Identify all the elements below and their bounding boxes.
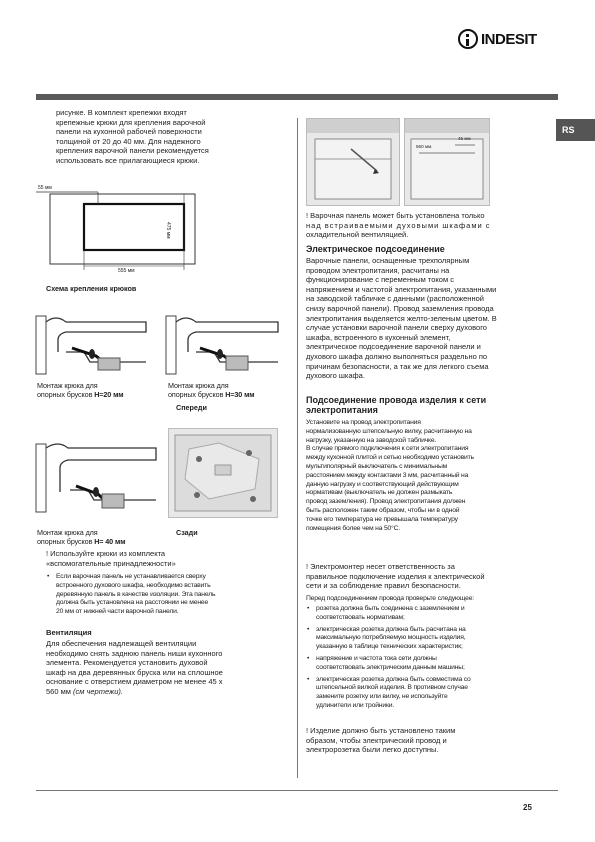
text-line: встроенного духового шкафа, необходимо вставить (56, 581, 211, 589)
list-item (306, 676, 542, 711)
built-in-oven-warning (306, 211, 542, 240)
hook-mount-h20-drawing (36, 312, 158, 374)
text-line: духового шкафа. (306, 371, 365, 381)
diagram-caption: Схема крепления крюков (46, 284, 137, 293)
brand-name: INDESIT (481, 30, 537, 48)
text-line: сети и за соблюдение правил безопасности. (306, 581, 461, 591)
text-line: ! Используйте крюки из комплекта (46, 549, 166, 558)
text-line: крепежные крюки для крепления варочной (56, 117, 206, 127)
text-line: провод заземления). Провод электропитания должен (306, 498, 466, 506)
text-line: соответствовать нормативам; (316, 613, 405, 621)
text-line: крепления варочной панели рекомендуется (56, 146, 209, 156)
niche-width-label: 560 мм. (416, 144, 433, 149)
text-line: деревянную панель в качестве изоляции. Эта панель (56, 590, 216, 598)
column-divider (297, 118, 298, 778)
text-line: точке его температура не превышала температуру (306, 515, 458, 523)
header-rule (36, 94, 558, 100)
text-line: проводом электропитания, расчитаны на (306, 265, 450, 275)
text-line: мультиполярный выключатель с минимальным (306, 462, 448, 470)
text-line: функционирование с переменным током с (306, 275, 454, 285)
text-line: удлинители или тройники. (316, 701, 395, 709)
footer-rule (36, 790, 558, 791)
text-line: нормативам (выключатель не должен размыкать (306, 489, 453, 497)
text-line: • Если варочная панель не устанавливается сверху (56, 573, 206, 580)
text-line: напряжением и частотой электропитания, указанными (306, 284, 497, 294)
text-line: духового шкафа должно выполняться раздельно по (306, 351, 488, 361)
oven-niche-illustration-1 (307, 119, 399, 205)
text-line: данную нагрузку и соответствующий действующим (306, 480, 459, 488)
text-line: основание с отверстием диаметром не менее 45 х (46, 677, 223, 687)
text-line: указанную в таблице технических характеристик; (316, 643, 463, 651)
text-line: соответствовать электрическим данным машины; (316, 663, 465, 671)
checklist (306, 605, 542, 711)
text-line: над встраиваемыми духовыми шкафами с (306, 220, 491, 230)
ventilation-heading: Вентиляция (46, 628, 92, 637)
text-line: помещения более чем на 50°С. (306, 524, 401, 532)
text-line: охладительной вентиляцией. (306, 230, 409, 240)
indesit-logo-icon (458, 29, 478, 49)
caption-line: Монтаж крюка для (37, 528, 98, 537)
hook3-caption (37, 528, 167, 546)
dim-top-label: 55 мм (38, 185, 52, 191)
text-line: быть расположен таким образом, чтобы ни в одной (306, 506, 460, 514)
caption-line: опорных брусков (37, 390, 95, 399)
check-intro: Перед подсоединением провода проверьте следующее: (306, 595, 474, 602)
dim-side-label: 475 мм (165, 222, 171, 239)
text-line: Для обеспечения надлежащей вентиляции (46, 639, 197, 648)
text-line: снизу варочной панели). Провод заземления провода (306, 303, 494, 313)
list-item (306, 655, 542, 673)
text-line: между кухонной плитой и сетью необходимо установить (306, 454, 474, 462)
page-number: 25 (523, 803, 532, 812)
text-line: должна быть установлена на расстоянии не менее (56, 599, 209, 607)
electrician-warning (306, 562, 546, 591)
text-line: случае установки варочной панели сверху духового (306, 323, 487, 333)
oven-niche-photo-1 (306, 118, 400, 206)
cable-connection-heading (306, 395, 546, 415)
niche-gap-label: 45 мм (458, 136, 471, 141)
indesit-logo (458, 28, 558, 50)
text-line: 560 мм (46, 686, 73, 696)
section-tab[interactable]: RS (556, 119, 595, 141)
text-line: • розетка должна быть соединена с заземлением и (316, 605, 465, 612)
text-line: 20 мм от нижней части варочной панели. (56, 608, 179, 616)
drawing-reference: (см чертежи). (73, 686, 123, 696)
text-line: В случае прямого подключения к сети электропитания (306, 445, 469, 453)
text-line: максимальную потребляемую мощность изделия, (316, 634, 466, 642)
accessibility-warning (306, 726, 546, 755)
intro-paragraph (56, 108, 292, 166)
hook2-caption (168, 381, 298, 399)
text-line: панели на кухонной рабочей поверхности (56, 127, 202, 137)
caption-line: опорных брусков (37, 537, 95, 546)
text-line: замените розетку или вилку, не используйте (316, 693, 448, 701)
text-line: Варочные панели, оснащенные трехполярным (306, 256, 470, 265)
caption-line: опорных брусков (168, 390, 226, 399)
text-line: ! Варочная панель может быть установлена только (306, 211, 485, 220)
text-line: нормализованную штепсельную вилку, расчитанную на (306, 427, 472, 435)
list-item (306, 626, 542, 652)
front-label: Спереди (176, 403, 207, 412)
caption-line: Монтаж крюка для (37, 381, 98, 390)
text-line: штепсельной вилкой изделия. В противном случае (316, 684, 468, 692)
text-line: образом, чтобы электрический провод и (306, 735, 447, 745)
hob-underside-photo (168, 428, 278, 518)
list-item (306, 605, 542, 623)
hook-layout-diagram (36, 180, 196, 280)
text-line: • электрическая розетка должна быть совместима со (316, 675, 471, 683)
text-line: на заводской табличке с данными (расположенной (306, 294, 484, 304)
text-line: • электрическая розетка должна быть расчитана на (316, 625, 466, 633)
text-line: правильное подключение изделия к электрической (306, 571, 485, 581)
text-line: «вспомогательные принадлежности» (46, 558, 176, 568)
hook1-value: H=20 мм (94, 390, 124, 399)
text-line: использовать все прилагающиеся крюки. (56, 155, 200, 165)
hook1-caption (37, 381, 162, 399)
text-line: • напряжение и частота тока сети должны (316, 654, 437, 662)
ventilation-paragraph (46, 639, 296, 697)
text-line: электророзетка были легко доступны. (306, 745, 439, 755)
hook-mount-h30-drawing (166, 312, 291, 374)
text-line: элемента. Рекомендуется установить духовой (46, 658, 208, 668)
insulation-bullet-list (46, 573, 296, 617)
hob-underside-illustration (169, 429, 277, 517)
text-line: рисунке. В комплект крепежки входят (56, 108, 187, 117)
text-line: толщиной от 20 до 40 мм. Для надежного (56, 136, 201, 146)
heading-line: электропитания (306, 405, 378, 415)
list-item (46, 573, 296, 617)
text-line: Установите на провод электропитания (306, 419, 421, 426)
oven-niche-photo-2 (404, 118, 490, 206)
electrical-connection-heading: Электрическое подсоединение (306, 244, 445, 254)
text-line: электропитания выделяется желто-зеленым цветом. В (306, 313, 497, 323)
text-line: шкафа, встроенного в кухонный элемент, (306, 332, 451, 342)
heading-line: Подсоединение провода изделия к сети (306, 395, 487, 405)
text-line: ! Изделие должно быть установлено таким (306, 726, 456, 735)
hooks-warning (46, 549, 294, 568)
electrical-connection-paragraph (306, 256, 546, 381)
text-line: электрическое подсоединение варочной панели и (306, 342, 481, 352)
text-line: ! Электромонтер несет ответственность за (306, 562, 455, 571)
text-line: нагрузку, указанную на заводской табличке. (306, 436, 437, 444)
text-line: расстоянием между контактами 3 мм, расчитанный на (306, 471, 469, 479)
hook2-value: H=30 мм (225, 390, 255, 399)
text-line: необходимо снять заднюю панель ниши кухонного (46, 648, 223, 658)
text-line: причинам безопасности, а так же для легкого съема (306, 361, 489, 371)
hook-mount-h40-drawing (36, 440, 164, 512)
text-line: шкаф на два деревянных бруска или на сплошное (46, 667, 223, 677)
oven-niche-illustration-2 (405, 119, 489, 205)
cable-connection-paragraph (306, 419, 550, 533)
back-label: Сзади (176, 528, 198, 537)
dim-bottom-label: 555 мм (118, 268, 135, 274)
caption-line: Монтаж крюка для (168, 381, 229, 390)
hook3-value: H= 40 мм (94, 537, 126, 546)
